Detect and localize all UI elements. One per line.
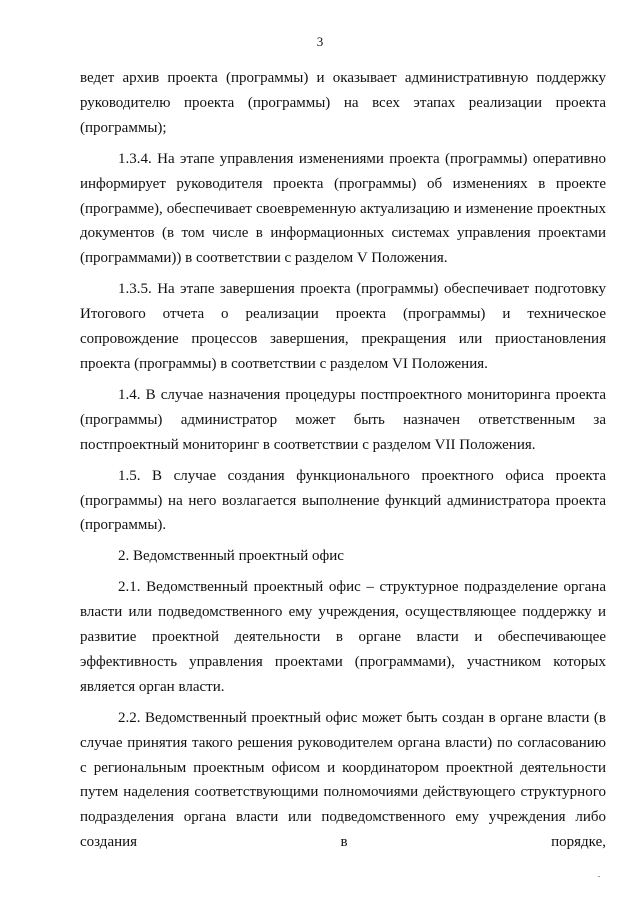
page-number: 3: [316, 34, 324, 49]
paragraph-archive: ведет архив проекта (программы) и оказывает административную поддержку руководителю проекта (программы) на всех этапах реализации проекта (программы);: [80, 70, 606, 136]
paragraph-2-1: 2.1. Ведомственный проектный офис – структурное подразделение органа власти или подведомственного ему учреждения, осуществляющее поддержку и развитие проектной деятельности в органе власти и обеспечивающее эффективность управления проектами (программами), участником которых является орган власти.: [80, 579, 606, 695]
scan-speck: [598, 876, 600, 877]
paragraph-1-3-4: 1.3.4. На этапе управления изменениями проекта (программы) оперативно информирует руководителя проекта (программы) об изменениях в проекте (программе), обеспечивает своевременную актуализацию и изменение проектных документов (в том числе в информационных системах управления проектами (программами)) в соответствии с разделом V Положения.: [80, 150, 606, 267]
paragraph-1-3-5: 1.3.5. На этапе завершения проекта (программы) обеспечивает подготовку Итогового отчета о реализации проекта (программы) и техническое сопровождение процессов завершения, прекращения или приостановления проекта (программы) в соответствии с разделом VI Положения.: [80, 281, 606, 372]
document-body: [80, 66, 606, 855]
section-heading-2: 2. Ведомственный проектный офис: [118, 548, 344, 565]
paragraph-2-2: 2.2. Ведомственный проектный офис может быть создан в органе власти (в случае принятия такого решения руководителем органа власти) по согласованию с региональным проектным офисом и координатором проектной деятельности путем наделения соответствующими полномочиями действующего структурного подразделения органа власти или подведомственного ему учреждения либо создания в порядке,: [80, 709, 606, 851]
paragraph-1-4: 1.4. В случае назначения процедуры постпроектного мониторинга проекта (программы) администратор может быть назначен ответственным за постпроектный мониторинг в соответствии с разделом VII Положения.: [80, 386, 606, 453]
paragraph-1-5: 1.5. В случае создания функционального проектного офиса проекта (программы) на него возлагается выполнение функций администратора проекта (программы).: [80, 467, 606, 534]
